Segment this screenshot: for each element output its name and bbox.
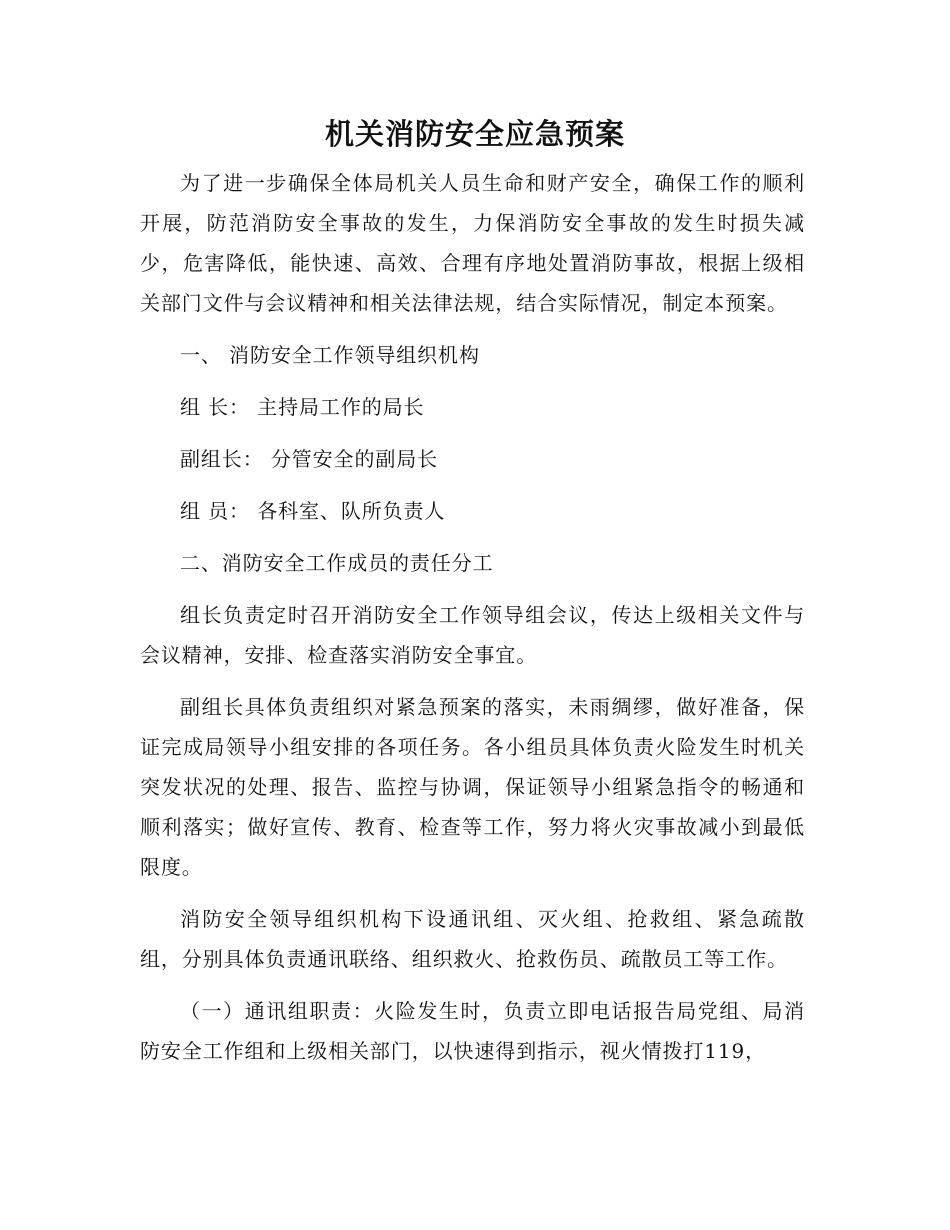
section-heading-organization: 一、 消防安全工作领导组织机构 <box>180 343 480 367</box>
section-heading-responsibilities: 二、消防安全工作成员的责任分工 <box>180 551 494 575</box>
leader-responsibility-paragraph: 组长负责定时召开消防安全工作领导组会议，传达上级相关文件与会议精神，安排、检查落实消防安全事宜。 <box>140 603 805 667</box>
intro-paragraph: 为了进一步确保全体局机关人员生命和财产安全，确保工作的顺利开展，防范消防安全事故的发生，力保消防安全事故的发生时损失减少，危害降低，能快速、高效、合理有序地处置消防事故，根据上级相关部门文件与会议精神和相关法律法规，结合实际情况，制定本预案。 <box>140 171 805 315</box>
communication-group-paragraph: （一）通讯组职责：火险发生时，负责立即电话报告局党组、局消防安全工作组和上级相关部门，以快速得到指示，视火情拨打119， <box>140 999 805 1063</box>
role-leader: 组 长： 主持局工作的局长 <box>180 395 425 419</box>
subgroups-paragraph: 消防安全领导组织机构下设通讯组、灭火组、抢救组、紧急疏散组，分别具体负责通讯联络、组织救火、抢救伤员、疏散员工等工作。 <box>140 907 805 971</box>
deputy-responsibility-paragraph: 副组长具体负责组织对紧急预案的落实，未雨绸缪，做好准备，保证完成局领导小组安排的各项任务。各小组员具体负责火险发生时机关突发状况的处理、报告、监控与协调，保证领导小组紧急指令的畅通和顺利落实；做好宣传、教育、检查等工作，努力将火灾事故减小到最低限度。 <box>140 695 805 879</box>
document-body <box>140 163 805 1071</box>
document-title: 机关消防安全应急预案 <box>324 117 625 151</box>
role-members: 组 员： 各科室、队所负责人 <box>180 499 446 523</box>
role-deputy-leader: 副组长： 分管安全的副局长 <box>180 447 439 471</box>
